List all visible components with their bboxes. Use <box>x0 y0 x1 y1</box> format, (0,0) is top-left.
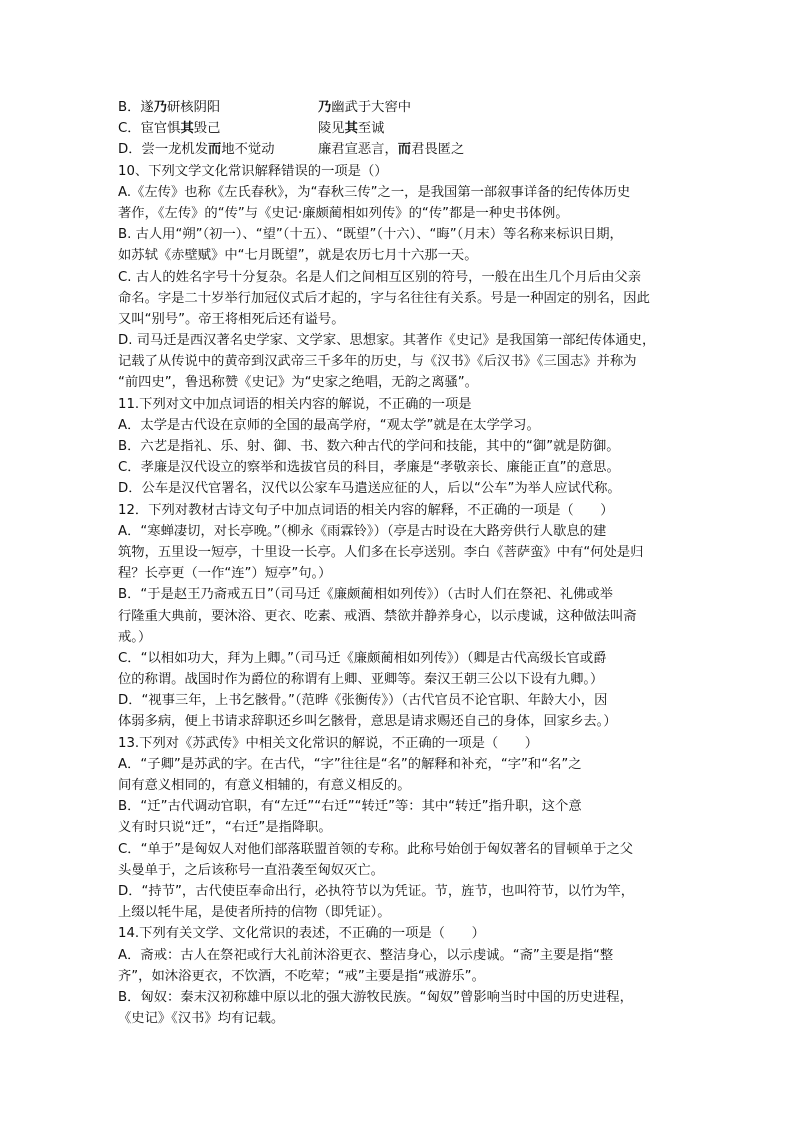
text-line: A．太学是古代设在京师的全国的最高学府，“观太学”就是在太学学习。 <box>118 417 540 433</box>
text-line: 行隆重大典前，要沐浴、更衣、吃素、戒酒、禁欲并静养身心，以示虔诚，这种做法叫斋 <box>118 608 637 624</box>
text-line: 义有时只说“迁”，“右迁”是指降职。 <box>118 820 332 836</box>
option-row <box>118 139 688 160</box>
text-line: 程？长亭更（一作“连”）短亭”句。） <box>118 566 332 582</box>
option-right-sentence <box>318 118 688 139</box>
text-line: C．“单于”是匈奴人对他们部落联盟首领的专称。此称号始创于匈奴著名的冒顿单于之父 <box>118 841 634 857</box>
text-line: 齐”，如沐浴更衣，不饮酒，不吃荤；“戒”主要是指“戒游乐”。 <box>118 968 485 984</box>
text-line: “前四史”，鲁迅称赞《史记》为“史家之绝唱，无韵之离骚”。 <box>118 375 478 391</box>
sentence-text: 至诚 <box>357 121 385 137</box>
text-line: C. 古人的姓名字号十分复杂。名是人们之间相互区别的符号，一般在出生几个月后由父亲 <box>118 269 642 285</box>
question-text <box>118 161 688 1030</box>
text-line: 戒。） <box>118 629 152 645</box>
text-line: C．“以相如功大，拜为上卿。”（司马迁《廉颇蔺相如列传》）（卿是古代高级长官或爵 <box>118 650 607 666</box>
text-line: B．“迁”古代调动官职，有“左迁”“右迁”“转迁”等：其中“转迁”指升职，这个意 <box>118 799 582 815</box>
text-line: A．斋戒：古人在祭祀或行大礼前沐浴更衣、整洁身心，以示虔诚。“斋”主要是指“整 <box>118 947 614 963</box>
option-right-sentence <box>318 97 688 118</box>
sentence-text: B．遂 <box>118 100 154 115</box>
emphasized-word: 其 <box>180 121 194 137</box>
text-line: 10、下列文学文化常识解释错误的一项是（） <box>118 163 388 179</box>
text-line: D．公车是汉代官署名，汉代以公家车马遣送应征的人，后以“公车”为举人应试代称。 <box>118 481 621 497</box>
emphasized-word: 其 <box>344 121 358 137</box>
text-line: D．“视事三年，上书乞骸骨。”（范晔《张衡传》）（古代官员不论官职、年龄大小，因 <box>118 693 608 709</box>
sentence-text: 君畏匿之 <box>411 142 465 158</box>
text-line: 间有意义相同的，有意义相辅的，有意义相反的。 <box>118 778 411 793</box>
text-line: 上缀以牦牛尾，是使者所持的信物（即凭证）。 <box>118 905 391 921</box>
text-line: B．匈奴：秦末汉初称雄中原以北的强大游牧民族。“匈奴”曾影响当时中国的历史进程， <box>118 989 633 1005</box>
option-right-sentence <box>318 139 688 160</box>
text-line: D．“持节”，古代使臣奉命出行，必执符节以为凭证。节，旌节，也叫符节，以竹为竿， <box>118 883 634 899</box>
text-line: 著作，《左传》的“传”与《史记·廉颇蔺相如列传》的“传”都是一种史书体例。 <box>118 205 569 221</box>
text-line: B．六艺是指礼、乐、射、御、书、数六种古代的学问和技能，其中的“御”就是防御。 <box>118 439 620 454</box>
text-line: 记载了从传说中的黄帝到汉武帝三千多年的历史，与《汉书》《后汉书》《三国志》并称为 <box>118 354 637 370</box>
sentence-text: 研核阴阳 <box>167 100 221 115</box>
text-line: 位的称谓。战国时作为爵位的称谓有上卿、亚卿等。秦汉王朝三公以下设有九卿。） <box>118 672 604 688</box>
text-line: B. 古人用“朔”（初一）、“望”（十五）、“既望”（十六）、“晦”（月末）等名称来标识日期， <box>118 227 623 243</box>
text-line: C．孝廉是汉代设立的察举和选拔官员的科目，孝廉是“孝敬亲长、廉能正直”的意思。 <box>118 460 620 476</box>
emphasized-word: 乃 <box>318 100 332 115</box>
sentence-text: C．宦官惧 <box>118 121 181 137</box>
text-line: 11.下列对文中加点词语的相关内容的解说，不正确的一项是 <box>118 396 472 412</box>
text-line: B．“于是赵王乃斋戒五日”（司马迁《廉颇蔺相如列传》）（古时人们在祭祀、礼佛或举 <box>118 587 613 603</box>
sentence-text: D．尝一龙机发 <box>118 142 209 158</box>
text-line: 头曼单于，之后该称号一直沿袭至匈奴灭亡。 <box>118 862 384 878</box>
text-line: A．“子卿”是苏武的字。在古代，“字”往往是“名”的解释和补充，“字”和“名”之 <box>118 756 582 772</box>
sentence-text: 廉君宣恶言， <box>318 142 398 158</box>
sentence-text: 幽武于大窖中 <box>331 100 412 115</box>
text-line: 《史记》《汉书》均有记载。 <box>118 1011 285 1027</box>
sentence-text: 地不觉动 <box>221 142 275 158</box>
text-line: 14.下列有关文学、文化常识的表述，不正确的一项是（ ） <box>118 926 485 942</box>
text-line: 筑物，五里设一短亭，十里设一长亭。人们多在长亭送别。李白《菩萨蛮》中有“何处是归 <box>118 544 644 560</box>
option-left-sentence <box>118 139 318 160</box>
text-line: 13.下列对《苏武传》中相关文化常识的解说，不正确的一项是（ ） <box>118 735 539 751</box>
option-left-sentence <box>118 97 318 118</box>
emphasized-word: 乃 <box>153 100 168 115</box>
option-row <box>118 118 688 139</box>
text-line: 如苏轼《赤壁赋》中“七月既望”，就是农历七月十六那一天。 <box>118 248 478 264</box>
emphasized-word: 而 <box>397 142 412 158</box>
text-line: 12．下列对教材古诗文句子中加点词语的相关内容的解释，不正确的一项是（ ） <box>118 502 614 518</box>
sentence-text: 陵见 <box>318 121 345 137</box>
sentence-text: 毁己 <box>193 121 221 137</box>
document-body <box>118 97 688 1029</box>
emphasized-word: 而 <box>208 142 222 158</box>
text-line: A.《左传》也称《左氏春秋》，为“春秋三传”之一，是我国第一部叙事详备的纪传体历史 <box>118 184 631 200</box>
text-line: 命名。字是二十岁举行加冠仪式后才起的，字与名往往有关系。号是一种固定的别名，因此 <box>118 290 650 306</box>
option-rows <box>118 97 688 161</box>
text-line: D. 司马迁是西汉著名史学家、文学家、思想家。其著作《史记》是我国第一部纪传体通史， <box>118 333 656 349</box>
option-left-sentence <box>118 118 318 139</box>
option-row <box>118 97 688 118</box>
text-line: 体弱多病，便上书请求辞职还乡叫乞骸骨，意思是请求赐还自己的身体，回家乡去。） <box>118 714 617 730</box>
text-line: A．“寒蝉凄切，对长亭晚。”（柳永《雨霖铃》）（亭是古时设在大路旁供行人歇息的建 <box>118 523 607 539</box>
text-line: 又叫“别号”。帝王将相死后还有谥号。 <box>118 311 345 327</box>
